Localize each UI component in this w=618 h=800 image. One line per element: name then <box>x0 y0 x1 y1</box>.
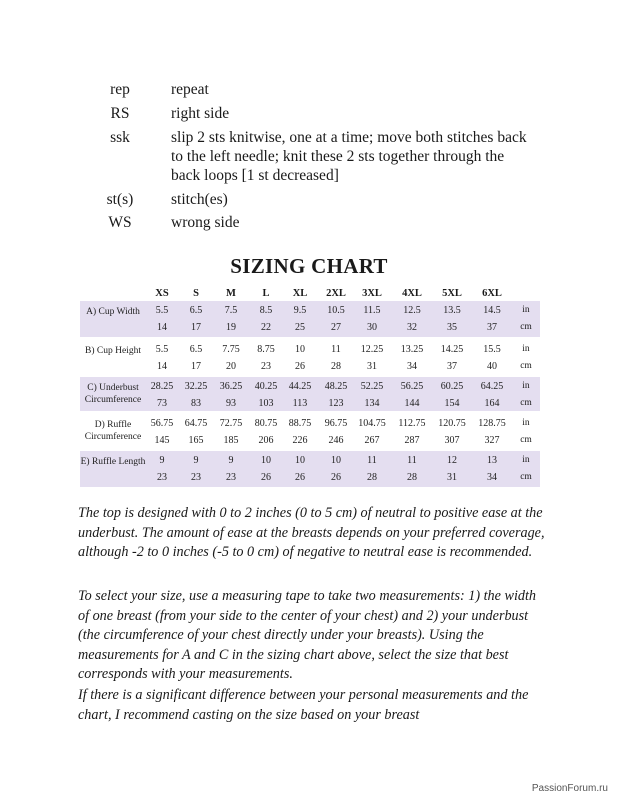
unit-in: in <box>522 305 530 315</box>
cell-cm: 28 <box>331 361 341 372</box>
cell-inches: 88.75 <box>288 418 312 429</box>
size-header: 2XL <box>326 288 346 299</box>
cell-inches: 15.5 <box>483 344 501 355</box>
cell-inches: 14.25 <box>440 344 464 355</box>
cell-inches: 56.25 <box>400 381 424 392</box>
abbr-term: WS <box>108 214 132 231</box>
unit-in: in <box>522 455 530 465</box>
cell-inches: 9 <box>193 455 199 466</box>
cell-cm: 22 <box>261 322 271 333</box>
cell-cm: 83 <box>191 398 201 409</box>
row-label: E) Ruffle Length <box>80 457 146 467</box>
cell-cm: 17 <box>191 322 201 333</box>
cell-cm: 17 <box>191 361 201 372</box>
abbr-term: ssk <box>110 129 130 146</box>
cell-cm: 23 <box>157 472 167 483</box>
cell-inches: 120.75 <box>438 418 466 429</box>
cell-cm: 35 <box>447 322 457 333</box>
cell-cm: 327 <box>484 435 500 446</box>
cell-cm: 113 <box>292 398 308 409</box>
cell-cm: 103 <box>258 398 274 409</box>
abbr-definition: slip 2 sts knitwise, one at a time; move both stitches back to the left needle; knit these 2 sts together through the back loops [1 st decreased] <box>171 129 527 184</box>
cell-cm: 32 <box>407 322 417 333</box>
cell-cm: 154 <box>444 398 460 409</box>
cell-cm: 144 <box>404 398 420 409</box>
cell-cm: 37 <box>487 322 497 333</box>
difference-paragraph: If there is a significant difference between your personal measurements and the chart, I recommend casting on the size based on your breast <box>78 687 529 723</box>
cell-cm: 164 <box>484 398 500 409</box>
cell-inches: 11 <box>331 344 341 355</box>
cell-inches: 11.5 <box>363 305 381 316</box>
cell-inches: 11 <box>407 455 417 466</box>
unit-cm: cm <box>520 322 532 332</box>
abbr-definition: stitch(es) <box>171 191 228 208</box>
unit-in: in <box>522 344 530 354</box>
cell-cm: 165 <box>188 435 204 446</box>
cell-inches: 64.75 <box>184 418 208 429</box>
cell-cm: 25 <box>295 322 305 333</box>
cell-inches: 8.5 <box>259 305 273 316</box>
abbr-term: rep <box>110 81 130 98</box>
cell-inches: 40.25 <box>254 381 278 392</box>
cell-cm: 23 <box>191 472 201 483</box>
unit-in: in <box>522 381 530 391</box>
cell-cm: 134 <box>364 398 380 409</box>
cell-inches: 28.25 <box>150 381 174 392</box>
cell-inches: 9 <box>159 455 165 466</box>
cell-inches: 48.25 <box>324 381 348 392</box>
cell-cm: 28 <box>407 472 417 483</box>
size-header: 5XL <box>442 288 462 299</box>
cell-cm: 73 <box>157 398 167 409</box>
cell-inches: 32.25 <box>184 381 208 392</box>
cell-inches: 56.75 <box>150 418 174 429</box>
cell-inches: 11 <box>367 455 377 466</box>
cell-cm: 23 <box>261 361 271 372</box>
cell-inches: 44.25 <box>288 381 312 392</box>
cell-inches: 6.5 <box>189 344 203 355</box>
cell-cm: 267 <box>364 435 380 446</box>
cell-cm: 26 <box>295 472 305 483</box>
cell-inches: 112.75 <box>398 418 426 429</box>
cell-inches: 60.25 <box>440 381 464 392</box>
cell-cm: 30 <box>367 322 377 333</box>
size-header: L <box>262 288 270 299</box>
cell-inches: 13.5 <box>443 305 461 316</box>
size-header: 4XL <box>402 288 422 299</box>
cell-cm: 28 <box>367 472 377 483</box>
abbr-definition: wrong side <box>171 214 240 231</box>
cell-inches: 96.75 <box>324 418 348 429</box>
cell-cm: 287 <box>404 435 420 446</box>
cell-cm: 27 <box>331 322 341 333</box>
size-header: XS <box>155 288 169 299</box>
cell-inches: 14.5 <box>483 305 501 316</box>
cell-cm: 26 <box>261 472 271 483</box>
cell-inches: 64.25 <box>480 381 504 392</box>
cell-cm: 31 <box>367 361 377 372</box>
abbr-term: RS <box>110 105 130 122</box>
cell-cm: 23 <box>226 472 236 483</box>
row-label: B) Cup Height <box>85 346 141 356</box>
size-header: M <box>226 288 236 299</box>
cell-inches: 10.5 <box>327 305 345 316</box>
unit-cm: cm <box>520 472 532 482</box>
cell-cm: 246 <box>328 435 344 446</box>
cell-cm: 19 <box>226 322 236 333</box>
cell-inches: 52.25 <box>360 381 384 392</box>
cell-cm: 26 <box>331 472 341 483</box>
watermark: PassionForum.ru <box>531 783 608 794</box>
cell-inches: 10 <box>295 455 305 466</box>
cell-cm: 226 <box>292 435 308 446</box>
row-label: D) Ruffle Circumference <box>84 420 142 442</box>
cell-cm: 185 <box>223 435 239 446</box>
unit-in: in <box>522 418 530 428</box>
cell-inches: 5.5 <box>155 305 169 316</box>
abbr-term: st(s) <box>106 191 134 208</box>
cell-inches: 36.25 <box>219 381 243 392</box>
cell-inches: 12.5 <box>403 305 421 316</box>
cell-inches: 10 <box>331 455 341 466</box>
cell-inches: 7.5 <box>224 305 238 316</box>
row-label: A) Cup Width <box>86 307 140 317</box>
cell-inches: 13 <box>487 455 497 466</box>
cell-inches: 72.75 <box>219 418 243 429</box>
cell-inches: 12.25 <box>360 344 384 355</box>
cell-cm: 14 <box>157 361 167 372</box>
unit-cm: cm <box>520 361 532 371</box>
cell-cm: 26 <box>295 361 305 372</box>
cell-cm: 34 <box>487 472 497 483</box>
cell-cm: 307 <box>444 435 460 446</box>
cell-cm: 34 <box>407 361 417 372</box>
size-header: XL <box>292 288 308 299</box>
cell-cm: 145 <box>154 435 170 446</box>
cell-inches: 9 <box>228 455 234 466</box>
unit-cm: cm <box>520 398 532 408</box>
cell-cm: 40 <box>487 361 497 372</box>
cell-cm: 123 <box>328 398 344 409</box>
size-header: 6XL <box>482 288 502 299</box>
sizing-chart-title: SIZING CHART <box>230 254 388 278</box>
cell-cm: 31 <box>447 472 457 483</box>
cell-inches: 7.75 <box>222 344 240 355</box>
cell-inches: 9.5 <box>293 305 307 316</box>
cell-inches: 128.75 <box>478 418 506 429</box>
cell-inches: 8.75 <box>257 344 275 355</box>
abbr-definition: repeat <box>171 81 209 98</box>
cell-inches: 104.75 <box>358 418 386 429</box>
unit-cm: cm <box>520 435 532 445</box>
cell-inches: 6.5 <box>189 305 203 316</box>
cell-inches: 5.5 <box>155 344 169 355</box>
cell-inches: 10 <box>295 344 305 355</box>
cell-cm: 37 <box>447 361 457 372</box>
cell-cm: 206 <box>258 435 274 446</box>
cell-cm: 93 <box>226 398 236 409</box>
cell-inches: 80.75 <box>254 418 278 429</box>
row-label: C) Underbust Circumference <box>84 383 142 405</box>
select-size-paragraph: To select your size, use a measuring tape to take two measurements: 1) the width of one breast (from your side to the center of your chest) and 2) your underbust (the circumference of your chest directly under your breasts). Using the measurements for A and C in the sizing chart above, select the size that best corresponds with your measurements. <box>78 588 537 682</box>
cell-inches: 10 <box>261 455 271 466</box>
cell-cm: 14 <box>157 322 167 333</box>
cell-inches: 13.25 <box>400 344 424 355</box>
abbr-definition: right side <box>171 105 230 122</box>
ease-paragraph: The top is designed with 0 to 2 inches (0 to 5 cm) of neutral to positive ease at the underbust. The amount of ease at the breasts depends on your preferred coverage, although -2 to 0 inches (-5 to 0 cm) of negative to neutral ease is recommended. <box>78 505 545 560</box>
size-header: S <box>193 288 199 299</box>
cell-cm: 20 <box>226 361 236 372</box>
size-header: 3XL <box>362 288 382 299</box>
cell-inches: 12 <box>447 455 457 466</box>
